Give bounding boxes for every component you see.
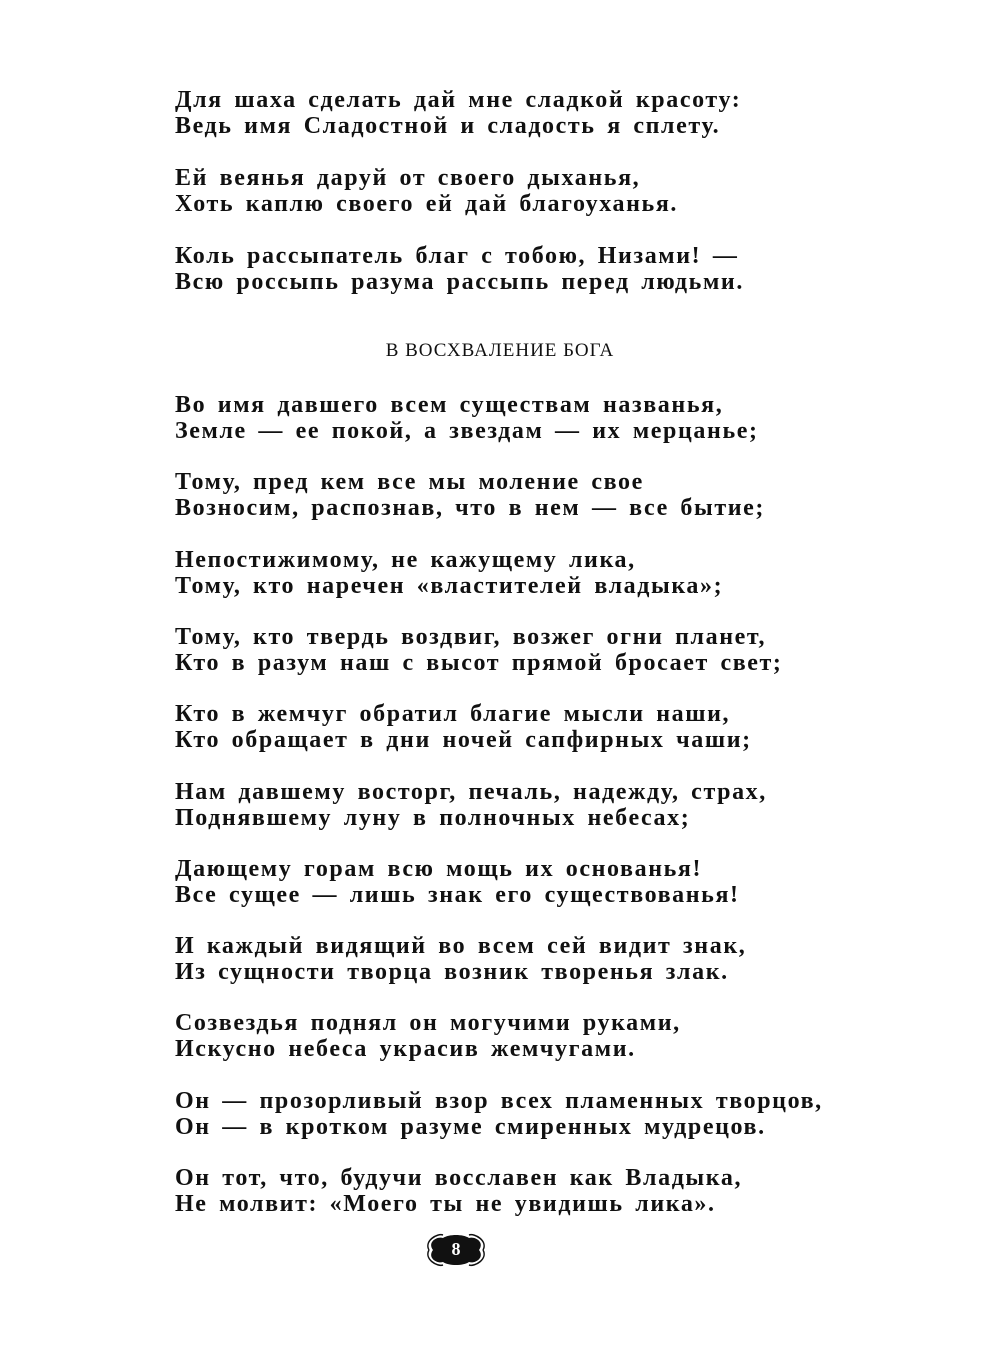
verse-line: Тому, кто наречен «властителей владыка»; xyxy=(175,572,724,599)
verse-line: Нам давшему восторг, печаль, надежду, страх, xyxy=(175,778,767,805)
stanza xyxy=(175,87,741,139)
verse-line: И каждый видящий во всем сей видит знак, xyxy=(175,933,747,960)
verse-line: Он — прозорливый взор всех пламенных творцов, xyxy=(175,1087,823,1114)
verse-line: Он — в кротком разуме смиренных мудрецов. xyxy=(175,1113,766,1140)
verse-line: Из сущности творца возник творенья злак. xyxy=(175,959,729,986)
verse-line: Кто в разум наш с высот прямой бросает свет; xyxy=(175,649,783,676)
stanza xyxy=(175,469,765,521)
stanza xyxy=(175,392,759,444)
verse-line: Кто обращает в дни ночей сапфирных чаши; xyxy=(175,727,752,754)
verse-line: Возносим, распознав, что в нем — все бытие; xyxy=(175,495,766,522)
verse-line: Во имя давшего всем существам названья, xyxy=(175,392,724,418)
stanza xyxy=(175,243,744,295)
verse-line: Тому, пред кем все мы моление свое xyxy=(175,469,644,496)
stanza xyxy=(175,856,740,908)
page-number: 8 xyxy=(451,1239,461,1259)
verse-line: Искусно небеса украсив жемчугами. xyxy=(175,1036,636,1063)
verse-line: Кто в жемчуг обратил благие мысли наши, xyxy=(175,701,731,728)
verse-line: Поднявшему луну в полночных небесах; xyxy=(175,804,691,831)
verse-line: Хоть каплю своего ей дай благоуханья. xyxy=(175,191,679,217)
verse-line: Ей веянья даруй от своего дыханья, xyxy=(175,165,641,191)
verse-line: Земле — ее покой, а звездам — их мерцанье; xyxy=(175,418,759,444)
page-number-ornament xyxy=(425,1232,487,1268)
stanza xyxy=(175,547,723,599)
section-title: В ВОСХВАЛЕНИЕ БОГА xyxy=(385,340,615,361)
stanza xyxy=(175,1010,681,1062)
stanza xyxy=(175,624,783,676)
verse-line: Всю россыпь разума рассыпь перед людьми. xyxy=(175,269,744,295)
stanza xyxy=(175,779,767,831)
stanza xyxy=(175,701,752,753)
verse-line: Для шаха сделать дай мне сладкой красоту: xyxy=(175,87,742,113)
verse-line: Все сущее — лишь знак его существованья! xyxy=(175,881,740,908)
stanza xyxy=(175,1165,742,1217)
verse-line: Ведь имя Сладостной и сладость я сплету. xyxy=(175,113,721,139)
verse-line: Тому, кто твердь воздвиг, возжег огни планет, xyxy=(175,623,767,650)
verse-line: Он тот, что, будучи восславен как Владыка, xyxy=(175,1165,743,1191)
verse-line: Не молвит: «Моего ты не увидишь лика». xyxy=(175,1191,716,1217)
stanza xyxy=(175,1088,823,1140)
stanza xyxy=(175,933,746,985)
verse-line: Дающему горам всю мощь их основанья! xyxy=(175,855,703,882)
stanza xyxy=(175,165,678,217)
verse-line: Коль рассыпатель благ с тобою, Низами! — xyxy=(175,243,739,269)
verse-line: Непостижимому, не кажущему лика, xyxy=(175,546,636,573)
verse-line: Созвездья поднял он могучими руками, xyxy=(175,1010,681,1037)
